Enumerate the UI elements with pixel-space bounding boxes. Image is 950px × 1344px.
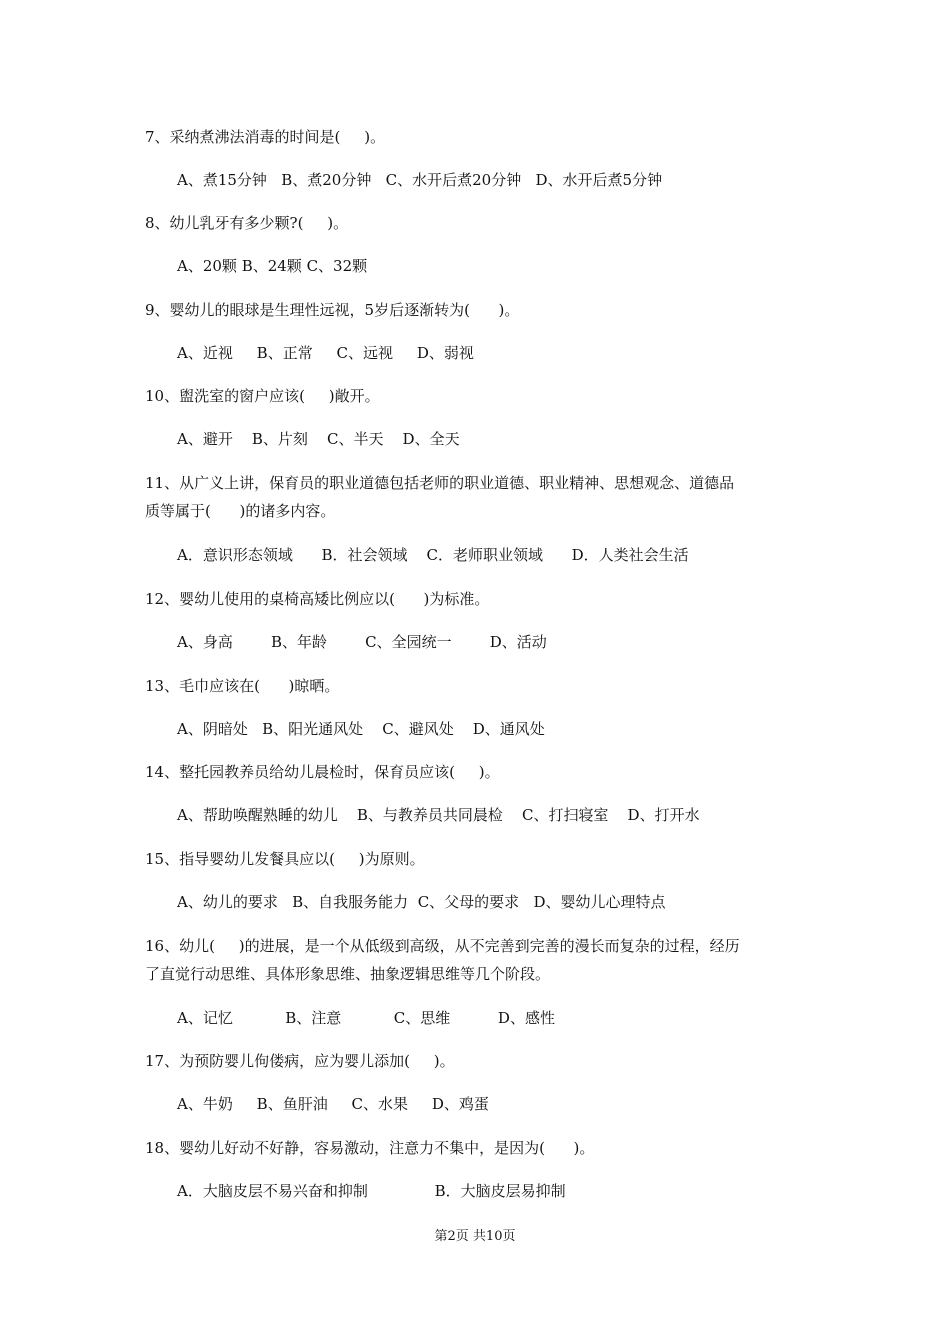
question-15-options: A、幼儿的要求 B、自我服务能力 C、父母的要求 D、婴幼儿心理特点 — [177, 893, 666, 911]
question-16: 16、幼儿( )的进展，是一个从低级到高级，从不完善到完善的漫长而复杂的过程，经历 — [145, 937, 740, 955]
question-11: 11、从广义上讲，保育员的职业道德包括老师的职业道德、职业精神、思想观念、道德品 — [145, 474, 735, 492]
question-17: 17、为预防婴儿佝偻病，应为婴儿添加( )。 — [145, 1052, 455, 1070]
question-17-options: A、牛奶 B、鱼肝油 C、水果 D、鸡蛋 — [177, 1095, 489, 1113]
question-16-continued: 了直觉行动思维、具体形象思维、抽象逻辑思维等几个阶段。 — [145, 965, 551, 983]
page-footer: 第2页 共10页 — [434, 1229, 516, 1244]
question-16-options: A、记忆 B、注意 C、思维 D、感性 — [177, 1009, 555, 1027]
question-9: 9、婴幼儿的眼球是生理性远视，5岁后逐渐转为( )。 — [145, 301, 520, 319]
question-12: 12、婴幼儿使用的桌椅高矮比例应以( )为标准。 — [145, 590, 490, 608]
question-11-continued: 质等属于( )的诸多内容。 — [145, 502, 336, 520]
question-12-options: A、身高 B、年龄 C、全园统一 D、活动 — [177, 633, 547, 651]
question-8-options: A、20颗 B、24颗 C、32颗 — [177, 257, 368, 275]
question-7-options: A、煮15分钟 B、煮20分钟 C、水开后煮20分钟 D、水开后煮5分钟 — [177, 171, 663, 189]
question-7: 7、采纳煮沸法消毒的时间是( )。 — [145, 128, 386, 146]
question-14-options: A、帮助唤醒熟睡的幼儿 B、与教养员共同晨检 C、打扫寝室 D、打开水 — [177, 806, 700, 824]
question-18-options: A．大脑皮层不易兴奋和抑制 B．大脑皮层易抑制 — [177, 1182, 566, 1200]
question-8: 8、幼儿乳牙有多少颗?( )。 — [145, 214, 349, 232]
question-9-options: A、近视 B、正常 C、远视 D、弱视 — [177, 344, 474, 362]
question-13-options: A、阴暗处 B、阳光通风处 C、避风处 D、通风处 — [177, 720, 545, 738]
question-13: 13、毛巾应该在( )晾晒。 — [145, 677, 340, 695]
question-14: 14、整托园教养员给幼儿晨检时，保育员应该( )。 — [145, 763, 500, 781]
question-10: 10、盥洗室的窗户应该( )敞开。 — [145, 387, 380, 405]
question-18: 18、婴幼儿好动不好静，容易激动，注意力不集中，是因为( )。 — [145, 1139, 595, 1157]
question-11-options: A．意识形态领域 B．社会领域 C．老师职业领域 D．人类社会生活 — [177, 546, 689, 564]
question-10-options: A、避开 B、片刻 C、半天 D、全天 — [177, 430, 460, 448]
question-15: 15、指导婴幼儿发餐具应以( )为原则。 — [145, 850, 425, 868]
